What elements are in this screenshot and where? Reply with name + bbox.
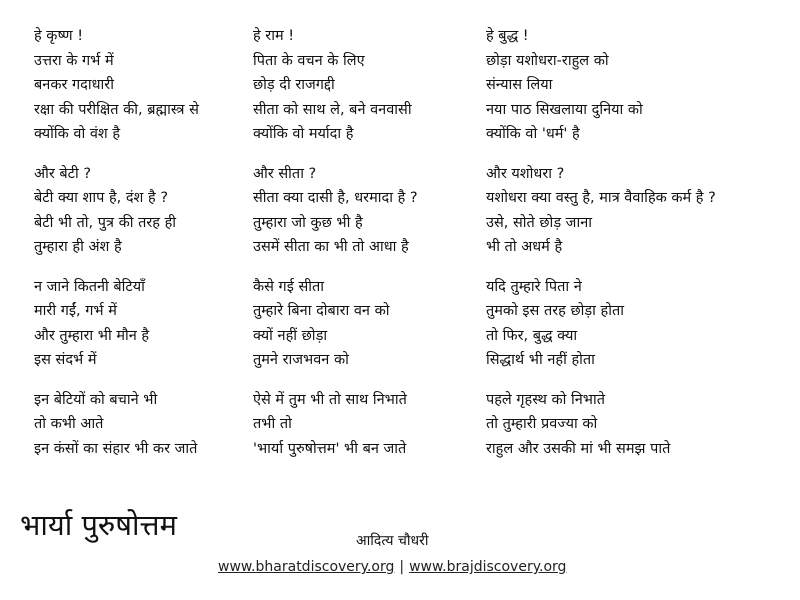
- bharatdiscovery-link[interactable]: www.bharatdiscovery.org: [218, 559, 395, 575]
- poem-line: नया पाठ सिखलाया दुनिया को: [486, 101, 643, 118]
- stanza: [253, 162, 418, 260]
- poem-line: यशोधरा क्या वस्तु है, मात्र वैवाहिक कर्म है ?: [486, 190, 716, 206]
- stanza: [486, 162, 716, 260]
- poem-line: मारी गईं, गर्भ में: [34, 303, 117, 319]
- poem-line: उसे, सोते छोड़ जाना: [486, 214, 593, 231]
- poem-line: पहले गृहस्थ को निभाते: [486, 391, 605, 408]
- poem-line: और बेटी ?: [34, 165, 92, 182]
- poem-line: इन बेटियों को बचाने भी: [34, 391, 158, 408]
- poem-line: और तुम्हारा भी मौन है: [34, 327, 150, 344]
- poem-line: क्योंकि वो वंश है: [34, 126, 121, 142]
- poem-line: न जाने कितनी बेटियाँ: [34, 278, 145, 295]
- stanza: [486, 388, 716, 462]
- poem-line: छोड़ा यशोधरा-राहुल को: [486, 52, 609, 69]
- poem-line: हे कृष्ण !: [34, 28, 84, 44]
- poem-line: तुमने राजभवन को: [253, 352, 349, 368]
- poem-line: संन्यास लिया: [486, 77, 553, 93]
- poem-line: राहुल और उसकी मां भी समझ पाते: [486, 440, 671, 457]
- poem-line: तुम्हारे बिना दोबारा वन को: [253, 303, 390, 319]
- poem-column-buddha: [486, 24, 716, 476]
- poem-column-ram: [253, 24, 418, 476]
- poem-line: उत्तरा के गर्भ में: [34, 52, 114, 69]
- poem-line: पिता के वचन के लिए: [253, 52, 365, 69]
- brajdiscovery-link[interactable]: www.brajdiscovery.org: [409, 559, 567, 575]
- poem-line: हे बुद्ध !: [486, 28, 529, 44]
- stanza: [486, 24, 716, 147]
- stanza: [34, 275, 199, 373]
- poem-line: तो तुम्हारी प्रवज्या को: [486, 416, 598, 432]
- poem-line: बनकर गदाधारी: [34, 77, 114, 93]
- poem-line: भी तो अधर्म है: [486, 239, 563, 255]
- poem-title: भार्या पुरुषोत्तम: [20, 508, 177, 542]
- stanza: [34, 24, 199, 147]
- author-name: आदित्य चौधरी: [356, 533, 429, 549]
- poem-line: क्योंकि वो मर्यादा है: [253, 126, 354, 142]
- stanza: [34, 162, 199, 260]
- poem-line: सीता को साथ ले, बने वनवासी: [253, 101, 412, 118]
- poem-line: रक्षा की परीक्षित की, ब्रह्मास्त्र से: [34, 101, 199, 118]
- poem-line: उसमें सीता का भी तो आधा है: [253, 239, 409, 255]
- poem-line: तभी तो: [253, 416, 292, 432]
- poem-line: सिद्धार्थ भी नहीं होता: [486, 352, 595, 368]
- poem-line: तुम्हारा जो कुछ भी है: [253, 214, 363, 231]
- poem-line: कैसे गई सीता: [253, 278, 325, 295]
- stanza: [253, 24, 418, 147]
- poem-line: ऐसे में तुम भी तो साथ निभाते: [253, 391, 407, 408]
- poem-line: तो फिर, बुद्ध क्या: [486, 327, 578, 344]
- poem-line: तो कभी आते: [34, 416, 104, 432]
- stanza: [34, 388, 199, 462]
- poem-line: हे राम !: [253, 28, 295, 44]
- poem-line: तुमको इस तरह छोड़ा होता: [486, 303, 624, 319]
- stanza: [253, 275, 418, 373]
- poem-line: और यशोधरा ?: [486, 165, 565, 182]
- poem-line: 'भार्या पुरुषोत्तम' भी बन जाते: [253, 440, 407, 457]
- poem-line: यदि तुम्हारे पिता ने: [486, 278, 582, 295]
- poem-line: इन कंसों का संहार भी कर जाते: [34, 440, 198, 457]
- poem-line: क्यों नहीं छोड़ा: [253, 327, 328, 344]
- poem-line: बेटी क्या शाप है, दंश है ?: [34, 190, 169, 206]
- poem-line: तुम्हारा ही अंश है: [34, 239, 122, 255]
- poem-line: क्योंकि वो 'धर्म' है: [486, 126, 580, 142]
- poem-line: और सीता ?: [253, 165, 317, 182]
- poem-column-krishna: [34, 24, 199, 476]
- link-separator: |: [399, 559, 405, 575]
- poem-line: सीता क्या दासी है, धरमादा है ?: [253, 190, 418, 206]
- poem-line: इस संदर्भ में: [34, 352, 97, 368]
- footer-links: [218, 556, 566, 578]
- stanza: [253, 388, 418, 462]
- stanza: [486, 275, 716, 373]
- poem-line: छोड़ दी राजगद्दी: [253, 77, 335, 93]
- poem-line: बेटी भी तो, पुत्र की तरह ही: [34, 214, 177, 231]
